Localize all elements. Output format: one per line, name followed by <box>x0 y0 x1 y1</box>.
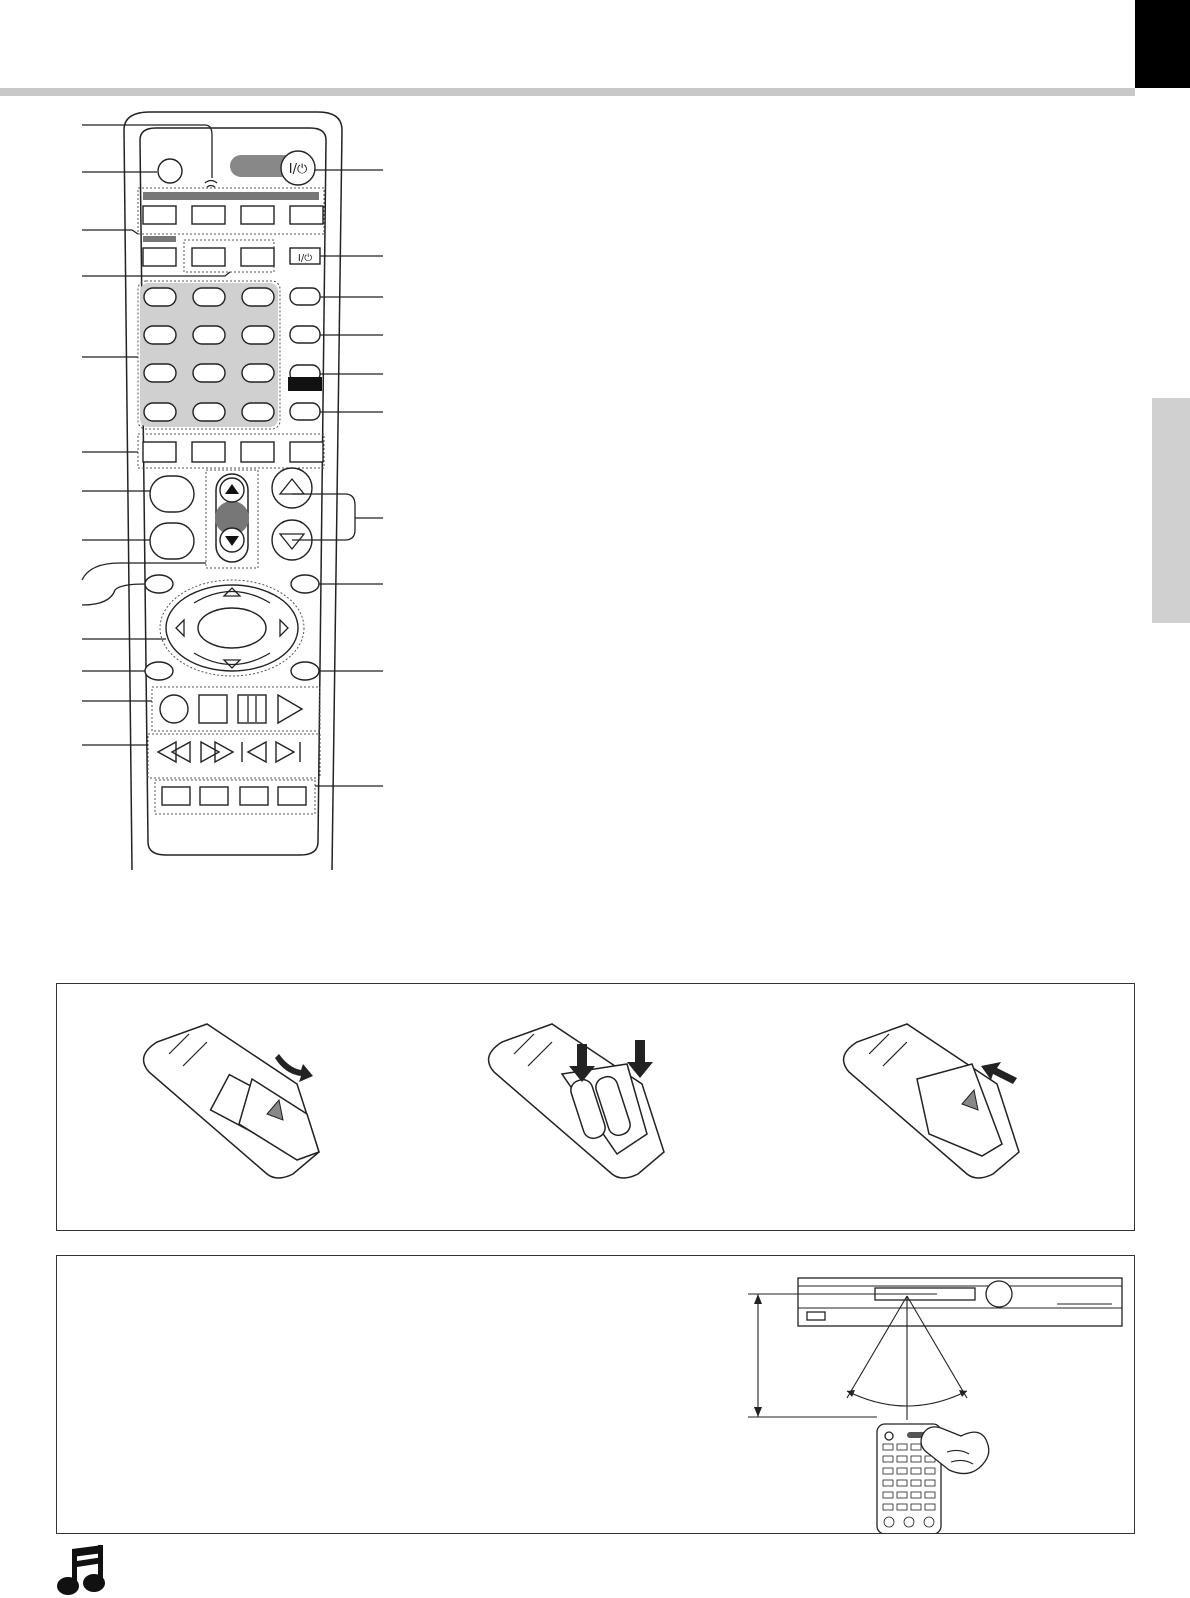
bottom-right-oval-button <box>291 662 319 680</box>
record-icon <box>160 695 188 723</box>
input-label-bar <box>143 192 319 200</box>
side-tab <box>1152 398 1190 623</box>
down-arrow-icon <box>627 1040 653 1078</box>
remote-top-left-button <box>158 159 182 183</box>
tuner-button-1 <box>192 248 225 266</box>
rewind-icon <box>158 742 190 762</box>
function-button-2 <box>192 442 225 462</box>
operation-range-illustration <box>57 1256 1134 1533</box>
right-button-4 <box>290 403 320 420</box>
play-icon <box>278 695 302 723</box>
corner-tab <box>1135 0 1190 88</box>
skip-forward-icon <box>276 742 300 762</box>
battery-installation-box <box>56 983 1135 1231</box>
channel-up-button <box>272 468 312 508</box>
fast-forward-icon <box>201 742 233 762</box>
bottom-left-oval-button <box>145 662 173 680</box>
input-button-4 <box>290 206 323 224</box>
input-button-1 <box>143 206 176 224</box>
function-button-1 <box>143 442 176 462</box>
function-button-4 <box>290 442 323 462</box>
right-button-1 <box>290 288 320 305</box>
right-button-3-band <box>288 377 322 391</box>
battery-steps-illustration <box>57 984 1134 1230</box>
bottom-button-1 <box>162 787 190 805</box>
volume-knob <box>986 1281 1012 1307</box>
bottom-button-2 <box>200 787 228 805</box>
bottom-button-3 <box>240 787 268 805</box>
pause-icon <box>238 695 266 723</box>
input-button-3 <box>241 206 274 224</box>
function-button-3 <box>241 442 274 462</box>
top-right-oval-button <box>291 575 319 593</box>
mode-button <box>143 248 176 266</box>
receiver-unit <box>798 1278 1122 1326</box>
close-cover-illustration <box>844 1024 1019 1178</box>
remote-diagram <box>0 0 400 880</box>
sub-power-button-label: I/⏻ <box>297 253 313 264</box>
insert-batteries-illustration <box>489 1024 664 1178</box>
bottom-button-4 <box>278 787 306 805</box>
mode-label-bar <box>143 236 176 242</box>
stop-icon <box>199 695 227 723</box>
skip-back-icon <box>242 742 266 762</box>
top-left-oval-button <box>145 575 173 593</box>
open-cover-illustration <box>144 1024 319 1178</box>
large-left-button-2 <box>150 523 194 559</box>
operation-range-box <box>56 1255 1135 1534</box>
music-note-icon <box>56 1543 112 1597</box>
enter-button <box>198 608 266 648</box>
large-left-button-1 <box>150 476 194 512</box>
infrared-emitter-icon <box>205 181 217 188</box>
power-button-label: I/⏻ <box>288 162 308 177</box>
input-button-2 <box>192 206 225 224</box>
right-button-2 <box>290 326 320 343</box>
tuner-button-2 <box>241 248 274 266</box>
